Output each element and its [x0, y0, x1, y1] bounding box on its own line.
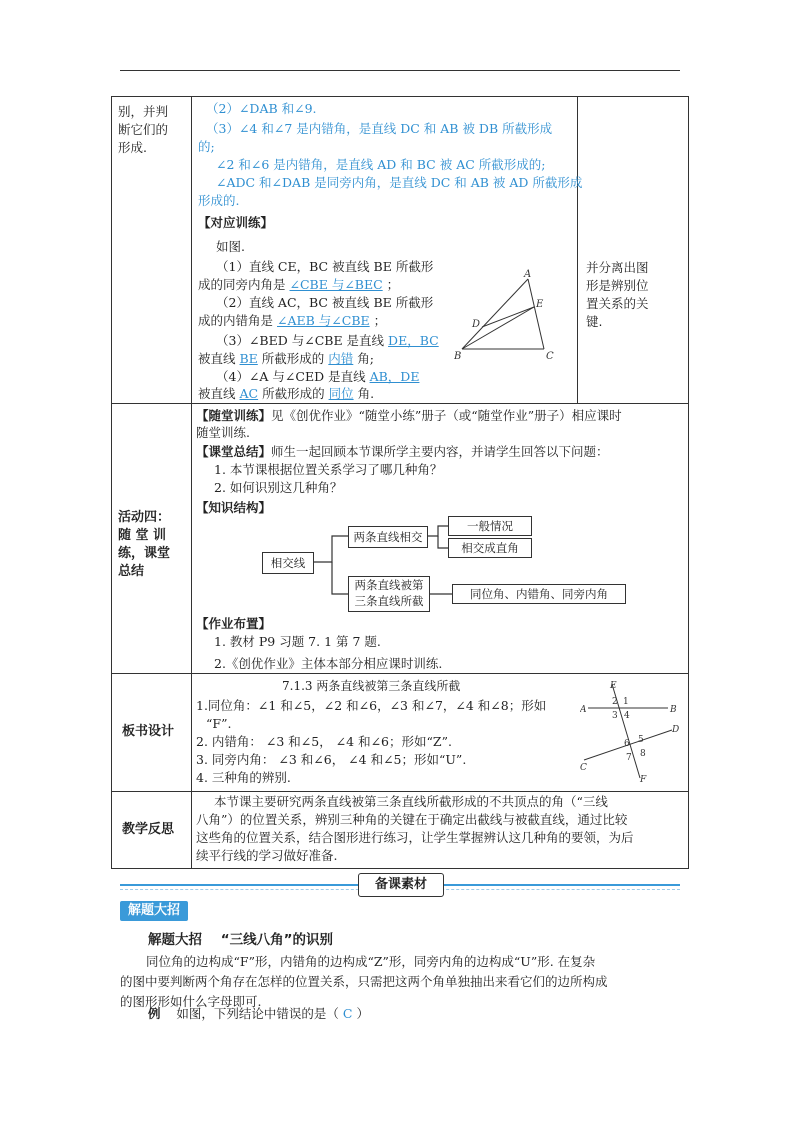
angle-1: 1 [623, 697, 629, 707]
section-title: 【课堂总结】 [196, 444, 272, 459]
connector [314, 536, 348, 562]
label-c: C [580, 763, 587, 773]
answer-blank: AC [239, 386, 259, 401]
row1-left-line: 断它们的 [118, 122, 169, 137]
question-text: （2）直线 AC，BC 被直线 BE 所截形 [216, 295, 434, 310]
node-general: 一般情况 [448, 516, 532, 536]
para-line: 的图形形如什么字母即可. [120, 994, 262, 1009]
angle-2: 2 [612, 697, 618, 707]
question-text: 成的同旁内角是 [198, 277, 286, 292]
label-e: E [536, 299, 544, 310]
question-line [198, 277, 399, 293]
example-line [148, 1004, 369, 1024]
board-line: 3. 同旁内角： ∠3 和∠6， ∠4 和∠5；形如“U”. [196, 752, 467, 767]
question-text: 成的内错角是 [198, 313, 274, 328]
lesson-table [111, 96, 689, 869]
board-line: 2. 内错角： ∠3 和∠5， ∠4 和∠6；形如“Z”. [196, 734, 452, 749]
homework-item: 2.《创优作业》主体本部分相应课时训练. [214, 656, 443, 671]
row2-label-cell [112, 404, 192, 674]
section-banner [120, 873, 680, 897]
question-text: 被直线 [198, 386, 236, 401]
row2-main-cell [192, 404, 689, 674]
row1-left-line: 形成. [118, 140, 147, 155]
answer-blank: ∠AEB 与∠CBE [277, 313, 370, 328]
question-line [198, 313, 386, 329]
question-text: 所截形成的 [262, 386, 325, 401]
question-line [198, 351, 374, 367]
note-line: 置关系的关 [586, 296, 649, 311]
question-text: （4）∠A 与∠CED 是直线 [216, 369, 366, 384]
answer-blank: 同位 [328, 386, 354, 401]
intro-text: 如图. [216, 239, 245, 254]
reflection-line: 续平行线的学习做好准备. [196, 848, 338, 863]
note-line: 形是辨别位 [586, 278, 649, 293]
triangle-figure [454, 269, 570, 361]
label-b: B [670, 705, 677, 715]
node-perpendicular: 相交成直角 [448, 538, 532, 558]
label-a: A [580, 705, 587, 715]
node-text: 两条直线被第 [354, 578, 424, 592]
board-line: “F”. [206, 716, 232, 731]
row-practice [112, 97, 689, 404]
question-line [198, 386, 374, 402]
text-line [196, 408, 622, 424]
question-text: 被直线 [198, 351, 236, 366]
node-angles: 同位角、内错角、同旁内角 [452, 584, 626, 604]
para-line: 的图中要判断两个角存在怎样的位置关系，只需把这两个角单独抽出来看它们的边所构成 [120, 974, 608, 989]
angle-7: 7 [626, 753, 632, 763]
answer-blank: BE [239, 351, 258, 366]
row1-right-cell [578, 97, 689, 404]
node-root: 相交线 [262, 552, 314, 574]
example-label: 例 [148, 1006, 161, 1021]
question-text: 所截形成的 [261, 351, 325, 366]
reflection-line: 本节课主要研究两条直线被第三条直线所截形成的不共顶点的角（“三线 [214, 794, 608, 809]
segment-ab [462, 279, 528, 349]
connector [426, 526, 448, 536]
answer-line: ∠2 和∠6 是内错角，是直线 AD 和 BC 被 AC 所截形成的; [216, 157, 546, 172]
label-d: D [672, 725, 680, 735]
row3-label: 板书设计 [122, 724, 175, 739]
body-text: 师生一起回顾本节课所学主要内容，并请学生回答以下问题： [271, 444, 609, 459]
node-text: 三条直线所截 [354, 594, 424, 608]
row-activity4 [112, 404, 689, 674]
text-line [196, 444, 609, 460]
reflection-line: 这些角的位置关系，结合图形进行练习，让学生掌握辨认这几种角的要领，为后 [196, 830, 634, 845]
question-line [216, 369, 419, 385]
example-text: 如图，下列结论中错误的是（ [176, 1006, 339, 1021]
angle-8: 8 [640, 749, 646, 759]
row3-main-cell [192, 674, 689, 792]
question-text: 角. [357, 386, 375, 401]
row2-label: 练，课堂 [118, 546, 171, 561]
banner-title: 备课素材 [358, 873, 444, 897]
reflection-line: 八角”）的位置关系，辨别三种角的关键在于确定出截线与被截直线，通过比较 [196, 812, 628, 827]
question-text: （1）直线 CE，BC 被直线 BE 所截形 [216, 259, 434, 274]
answer-blank: ∠CBE 与∠BEC [289, 277, 383, 292]
section-title: 【知识结构】 [196, 500, 272, 515]
question-text: 角; [357, 351, 375, 366]
punct: ； [386, 277, 400, 292]
para-line: 同位角的边构成“F”形，内错角的边构成“Z”形，同旁内角的边构成“U”形. 在复杂 [146, 954, 596, 969]
row4-label: 教学反思 [122, 822, 175, 837]
node-intersect: 两条直线相交 [348, 526, 428, 548]
homework-item: 1. 教材 P9 习题 7. 1 第 7 题. [214, 634, 381, 649]
label-b: B [454, 351, 462, 361]
connector [438, 536, 448, 548]
angle-6: 6 [624, 739, 630, 749]
angle-3: 3 [612, 711, 618, 721]
row-board-design [112, 674, 689, 792]
tag-badge: 解题大招 [120, 901, 188, 921]
row3-label-cell [112, 674, 192, 792]
segment-ac [528, 279, 544, 349]
label-d: D [472, 319, 481, 330]
angle-4: 4 [624, 711, 630, 721]
row2-label: 总结 [118, 564, 145, 579]
question-text: 1. 本节课根据位置关系学习了哪几种角？ [214, 462, 443, 477]
answer-blank: 内错 [328, 351, 354, 366]
row2-label: 随 堂 训 [118, 528, 167, 543]
question-text: （3）∠BED 与∠CBE 是直线 [216, 333, 385, 348]
connector [332, 562, 348, 594]
segment-de [482, 307, 534, 327]
header-rule [120, 70, 680, 71]
body-text: 随堂训练. [196, 425, 250, 440]
row4-label-cell [112, 792, 192, 869]
question-text: 2. 如何识别这几种角？ [214, 480, 343, 495]
row2-label: 活动四： [118, 510, 171, 525]
board-title: 7.1.3 两条直线被第三条直线所截 [282, 679, 461, 693]
row1-left-line: 别，并判 [118, 104, 169, 119]
eight-angles-figure [580, 678, 680, 788]
example-end: ） [356, 1006, 369, 1021]
label-a: A [524, 269, 532, 280]
label-f: F [640, 775, 647, 785]
row1-main-cell [192, 97, 583, 404]
section-title: 【作业布置】 [196, 616, 272, 631]
answer-line: （2）∠DAB 和∠9. [206, 101, 317, 116]
answer-blank: DE，BC [388, 333, 439, 348]
note-line: 键. [586, 314, 603, 329]
note-line: 并分离出图 [586, 260, 649, 275]
section-heading: 解题大招 “三线八角”的识别 [148, 932, 334, 948]
answer-line: ∠ADC 和∠DAB 是同旁内角，是直线 DC 和 AB 被 AD 所截形成 [216, 175, 583, 190]
question-line [216, 333, 439, 349]
example-answer: C [342, 1006, 353, 1021]
section-title: 【对应训练】 [198, 215, 274, 230]
answer-line: 的; [198, 139, 215, 154]
label-e: E [610, 681, 617, 691]
label-c: C [546, 351, 554, 361]
row-reflection [112, 792, 689, 869]
body-text: 见《创优作业》“随堂小练”册子（或“随堂作业”册子）相应课时 [271, 408, 622, 423]
answer-line: （3）∠4 和∠7 是内错角，是直线 DC 和 AB 被 DB 所截形成 [206, 121, 553, 136]
punct: ； [373, 313, 387, 328]
answer-line: 形成的. [198, 193, 240, 208]
row1-left-cell [112, 97, 192, 404]
section-title: 【随堂训练】 [196, 408, 272, 423]
node-transversal [348, 576, 430, 612]
angle-5: 5 [638, 735, 644, 745]
answer-blank: AB，DE [369, 369, 420, 384]
board-line: 1.同位角：∠1 和∠5，∠2 和∠6，∠3 和∠7，∠4 和∠8；形如 [196, 698, 547, 713]
board-line: 4. 三种角的辨别. [196, 770, 291, 785]
row4-main-cell [192, 792, 689, 869]
